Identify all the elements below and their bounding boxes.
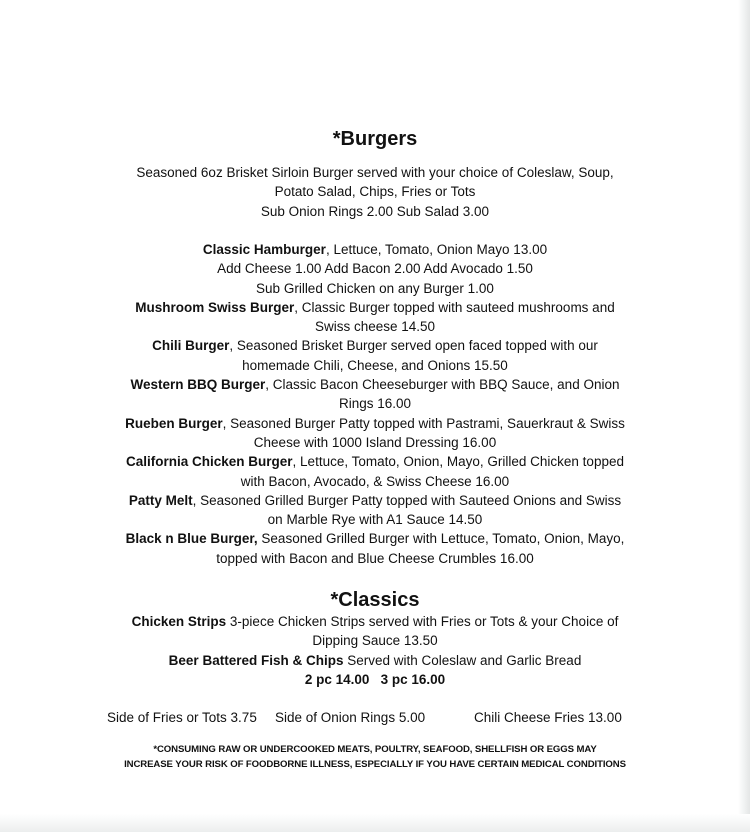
item-description: Add Cheese 1.00 Add Bacon 2.00 Add Avocado 1.50 [217,261,533,277]
item-description: Seasoned Grilled Burger with Lettuce, Tomato, Onion, Mayo, [257,531,625,547]
item-description: , Lettuce, Tomato, Onion Mayo 13.00 [325,242,548,257]
item-description: Swiss cheese 14.50 [314,319,436,335]
item-description: topped with Bacon and Blue Cheese Crumbles 16.00 [216,550,534,566]
item-name: Chili Burger [152,338,230,354]
page-edge-shadow-right [738,0,750,832]
page-edge-shadow-bottom [0,814,750,832]
item-description: 3-piece Chicken Strips served with Fries or Tots & your Choice of [226,614,619,629]
menu-item-black-n-blue-burger [80,529,670,568]
burgers-intro-line: Sub Onion Rings 2.00 Sub Salad 3.00 [260,203,490,219]
menu-item-patty-melt [80,491,670,530]
item-name: Rueben Burger [125,415,223,431]
consumer-advisory [60,742,690,772]
item-description: Served with Coleslaw and Garlic Bread [343,652,582,668]
menu-item-mushroom-swiss-burger [80,298,670,337]
item-description: Sub Grilled Chicken on any Burger 1.00 [256,280,494,296]
item-name: California Chicken Burger [126,454,293,470]
advisory-line: *CONSUMING RAW OR UNDERCOOKED MEATS, POULTRY, SEAFOOD, SHELLFISH OR EGGS MAY [153,744,597,755]
item-description: homemade Chili, Cheese, and Onions 15.50 [242,357,508,373]
side-fries-tots: Side of Fries or Tots 3.75 [107,710,257,725]
item-description: , Seasoned Burger Patty topped with Pastrami, Sauerkraut & Swiss [222,415,625,431]
side-chili-cheese-fries: Chili Cheese Fries 13.00 [474,710,622,725]
menu-item-chili-burger [80,336,670,375]
burgers-intro-line: Potato Salad, Chips, Fries or Tots [274,184,476,200]
item-description: , Seasoned Grilled Burger Patty topped with Sauteed Onions and Swiss [192,492,622,508]
item-description: with Bacon, Avocado, & Swiss Cheese 16.00 [240,473,510,489]
burgers-intro-line: Seasoned 6oz Brisket Sirloin Burger served with your choice of Coleslaw, Soup, [136,165,614,180]
classics-list [80,612,670,689]
classics-heading: *Classics [330,589,420,611]
item-description: on Marble Rye with A1 Sauce 14.50 [267,512,483,528]
item-description: , Classic Bacon Cheeseburger with BBQ Sauce, and Onion [265,377,620,393]
burgers-intro [80,163,670,221]
menu-item-fish-and-chips [80,651,670,690]
menu-item-classic-hamburger [80,240,670,298]
menu-item-rueben-burger [80,414,670,453]
menu-item-chicken-strips [80,612,670,651]
item-description: Dipping Sauce 13.50 [312,633,438,649]
item-description: Rings 16.00 [338,396,412,412]
item-name: Chicken Strips [131,614,227,629]
menu-item-western-bbq-burger [80,375,670,414]
item-name: Mushroom Swiss Burger [135,299,295,315]
item-name: Western BBQ Burger [130,377,266,393]
item-price-options: 2 pc 14.00 3 pc 16.00 [304,671,446,687]
item-description: Cheese with 1000 Island Dressing 16.00 [253,434,497,450]
item-name: Classic Hamburger [202,242,326,257]
item-description: , Seasoned Brisket Burger served open faced topped with our [229,338,598,354]
item-description: , Classic Burger topped with sauteed mushrooms and [294,299,615,315]
side-onion-rings: Side of Onion Rings 5.00 [275,710,426,725]
burgers-heading: *Burgers [332,128,418,150]
item-description: , Lettuce, Tomato, Onion, Mayo, Grilled Chicken topped [292,454,624,470]
item-name: Beer Battered Fish & Chips [168,652,344,668]
item-name: Black n Blue Burger, [125,531,258,547]
advisory-line: INCREASE YOUR RISK OF FOODBORNE ILLNESS, ESPECIALLY IF YOU HAVE CERTAIN MEDICAL CONDITIONS [124,759,626,770]
burger-list [80,240,670,568]
item-name: Patty Melt [128,492,193,508]
menu-item-california-chicken-burger [80,452,670,491]
